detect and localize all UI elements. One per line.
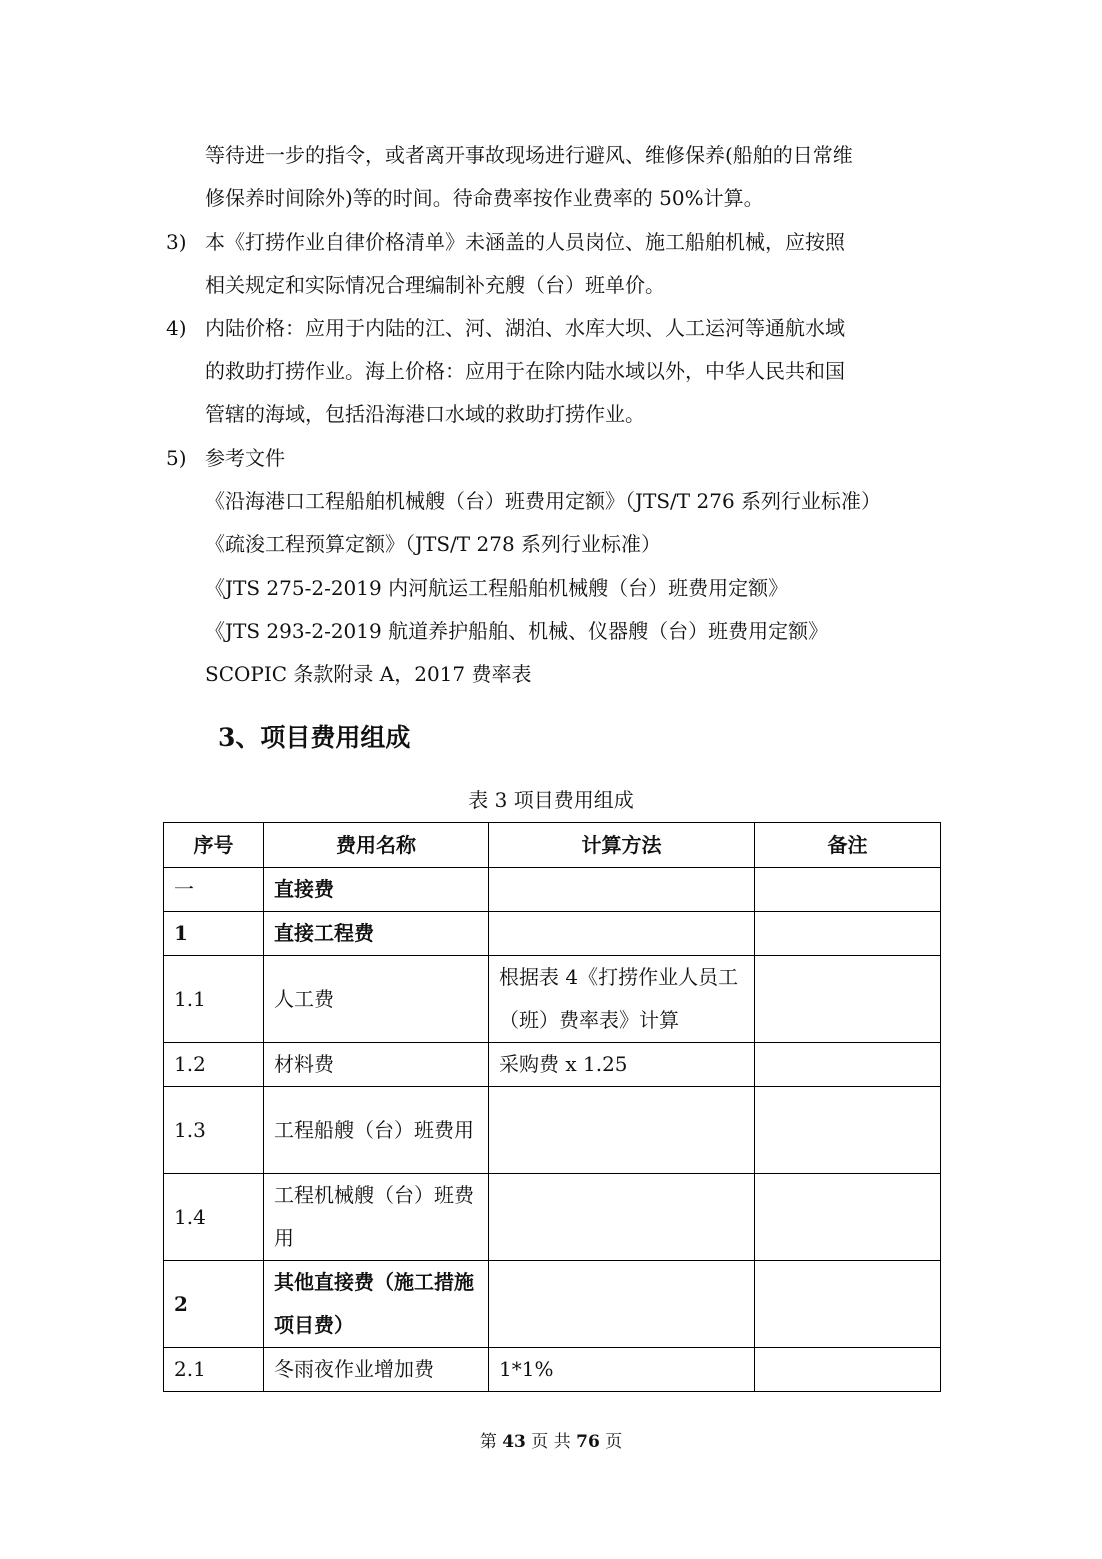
cell-method: 根据表 4《打捞作业人员工（班）费率表》计算 xyxy=(489,956,755,1043)
reference-item: SCOPIC 条款附录 A，2017 费率表 xyxy=(205,662,532,686)
table-row xyxy=(164,1087,941,1174)
cell-name: 工程船艘（台）班费用 xyxy=(264,1087,489,1174)
cell-name: 直接工程费 xyxy=(264,912,489,956)
paragraph-line: 修保养时间除外)等的时间。待命费率按作业费率的 50%计算。 xyxy=(205,186,764,210)
paragraph-line: 的救助打捞作业。海上价格：应用于在除内陆水域以外，中华人民共和国 xyxy=(205,359,845,383)
cell-name: 直接费 xyxy=(264,868,489,912)
cell-no: 1.3 xyxy=(164,1087,264,1174)
column-header: 费用名称 xyxy=(264,823,489,868)
list-number: 5) xyxy=(166,446,187,470)
cell-note xyxy=(755,868,941,912)
paragraph-line: 内陆价格：应用于内陆的江、河、湖泊、水库大坝、人工运河等通航水域 xyxy=(205,316,845,340)
cell-method: 采购费 x 1.25 xyxy=(489,1043,755,1087)
cell-note xyxy=(755,1087,941,1174)
table-row xyxy=(164,912,941,956)
cell-no: 2.1 xyxy=(164,1348,264,1392)
cell-no: 2 xyxy=(164,1261,264,1348)
cell-note xyxy=(755,1043,941,1087)
section-heading: 3、项目费用组成 xyxy=(218,723,411,752)
cell-note xyxy=(755,1261,941,1348)
reference-item: 《JTS 293-2-2019 航道养护船舶、机械、仪器艘（台）班费用定额》 xyxy=(205,619,829,643)
reference-item: 《沿海港口工程船舶机械艘（台）班费用定额》（JTS/T 276 系列行业标准） xyxy=(205,489,882,513)
paragraph-line: 相关规定和实际情况合理编制补充艘（台）班单价。 xyxy=(205,273,665,297)
table-header-row xyxy=(164,823,941,868)
cell-note xyxy=(755,1174,941,1261)
column-header: 序号 xyxy=(164,823,264,868)
cell-name: 其他直接费（施工措施项目费） xyxy=(264,1261,489,1348)
table-row xyxy=(164,1261,941,1348)
cell-no: 1.2 xyxy=(164,1043,264,1087)
cell-method xyxy=(489,912,755,956)
column-header: 计算方法 xyxy=(489,823,755,868)
cell-name: 工程机械艘（台）班费用 xyxy=(264,1174,489,1261)
table-caption: 表 3 项目费用组成 xyxy=(468,788,634,812)
footer-prefix: 第 xyxy=(479,1432,497,1452)
table-row xyxy=(164,1043,941,1087)
table-row xyxy=(164,1174,941,1261)
cell-note xyxy=(755,1348,941,1392)
reference-item: 《JTS 275-2-2019 内河航运工程船舶机械艘（台）班费用定额》 xyxy=(205,576,789,600)
reference-item: 《疏浚工程预算定额》（JTS/T 278 系列行业标准） xyxy=(205,532,662,556)
table-row xyxy=(164,1348,941,1392)
cell-note xyxy=(755,912,941,956)
column-header: 备注 xyxy=(755,823,941,868)
cell-no: 一 xyxy=(164,868,264,912)
cell-note xyxy=(755,956,941,1043)
cell-no: 1 xyxy=(164,912,264,956)
list-number: 3) xyxy=(166,230,187,254)
list-number: 4) xyxy=(166,316,187,340)
cell-name: 材料费 xyxy=(264,1043,489,1087)
paragraph-line: 管辖的海域，包括沿海港口水域的救助打捞作业。 xyxy=(205,402,645,426)
current-page-number: 43 xyxy=(502,1432,526,1452)
total-page-number: 76 xyxy=(576,1432,600,1452)
cell-name: 人工费 xyxy=(264,956,489,1043)
page-footer xyxy=(0,1430,1102,1454)
cell-method xyxy=(489,868,755,912)
cell-name: 冬雨夜作业增加费 xyxy=(264,1348,489,1392)
paragraph-line: 本《打捞作业自律价格清单》未涵盖的人员岗位、施工船舶机械，应按照 xyxy=(205,230,845,254)
cell-method: 1*1% xyxy=(489,1348,755,1392)
paragraph-line: 等待进一步的指令，或者离开事故现场进行避风、维修保养(船舶的日常维 xyxy=(205,143,853,167)
cost-table xyxy=(163,822,941,1392)
cell-method xyxy=(489,1261,755,1348)
cell-no: 1.4 xyxy=(164,1174,264,1261)
table-row xyxy=(164,868,941,912)
cell-no: 1.1 xyxy=(164,956,264,1043)
paragraph-line: 参考文件 xyxy=(205,446,285,470)
footer-suffix: 页 xyxy=(605,1432,623,1452)
cell-method xyxy=(489,1087,755,1174)
table-row xyxy=(164,956,941,1043)
cell-method xyxy=(489,1174,755,1261)
footer-middle: 页 共 xyxy=(531,1432,571,1452)
